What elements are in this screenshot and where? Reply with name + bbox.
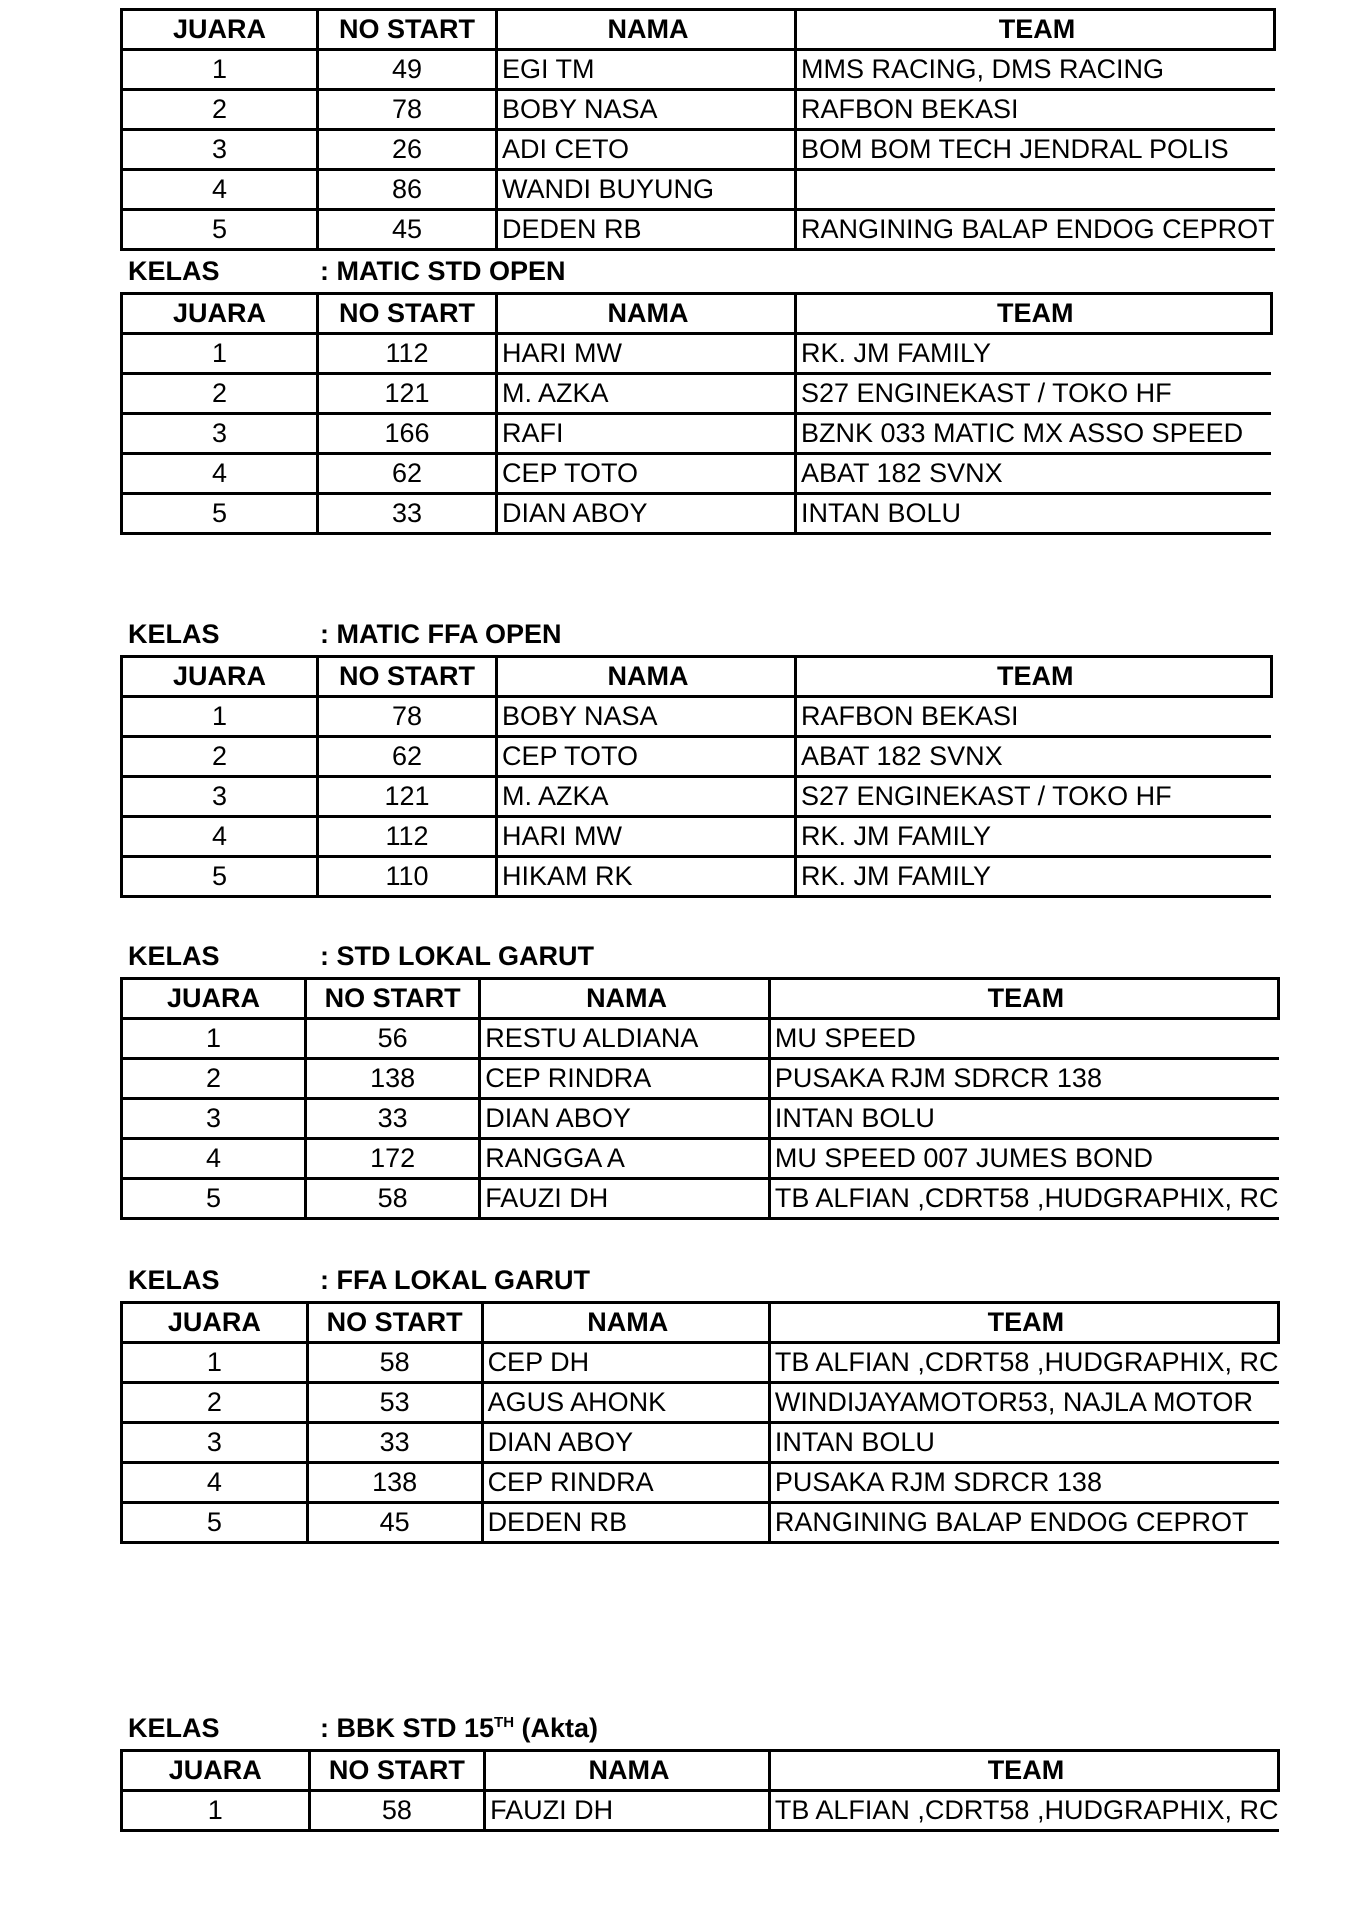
table-header-row <box>122 294 1272 334</box>
cell-nama: AGUS AHONK <box>482 1383 769 1423</box>
cell-team: RAFBON BEKASI <box>796 697 1272 737</box>
cell-no-start: 121 <box>318 374 497 414</box>
header-juara: JUARA <box>122 10 318 50</box>
cell-no-start: 78 <box>318 697 497 737</box>
header-no-start: NO START <box>318 10 497 50</box>
header-team: TEAM <box>769 1751 1278 1791</box>
header-no-start: NO START <box>306 979 480 1019</box>
cell-juara: 5 <box>122 1503 308 1543</box>
header-team: TEAM <box>796 10 1275 50</box>
table-row <box>122 1791 1279 1831</box>
cell-team: TB ALFIAN ,CDRT58 ,HUDGRAPHIX, RC <box>769 1791 1278 1831</box>
header-no-start: NO START <box>318 294 497 334</box>
class-heading <box>120 252 1280 292</box>
cell-no-start: 33 <box>307 1423 482 1463</box>
class-label: KELAS <box>128 1713 220 1743</box>
cell-team: MMS RACING, DMS RACING <box>796 50 1275 90</box>
table-row <box>122 90 1275 130</box>
header-team: TEAM <box>769 1303 1278 1343</box>
table-row <box>122 777 1272 817</box>
results-table <box>120 292 1273 535</box>
cell-juara: 2 <box>122 90 318 130</box>
class-section <box>120 1709 1280 1832</box>
cell-team: RK. JM FAMILY <box>796 334 1272 374</box>
table-row <box>122 130 1275 170</box>
cell-juara: 5 <box>122 857 318 897</box>
cell-no-start: 62 <box>318 737 497 777</box>
table-row <box>122 857 1272 897</box>
cell-juara: 2 <box>122 374 318 414</box>
header-juara: JUARA <box>122 1751 310 1791</box>
cell-nama: EGI TM <box>497 50 796 90</box>
table-row <box>122 454 1272 494</box>
table-row <box>122 334 1272 374</box>
cell-juara: 1 <box>122 334 318 374</box>
cell-no-start: 112 <box>318 334 497 374</box>
cell-no-start: 58 <box>309 1791 485 1831</box>
class-name: : MATIC STD OPEN <box>320 256 566 286</box>
header-nama: NAMA <box>497 657 796 697</box>
cell-no-start: 110 <box>318 857 497 897</box>
cell-team: RANGINING BALAP ENDOG CEPROT <box>796 210 1275 250</box>
cell-juara: 3 <box>122 1423 308 1463</box>
table-row <box>122 1099 1279 1139</box>
class-heading <box>120 1261 1280 1301</box>
class-heading <box>120 615 1280 655</box>
cell-team: TB ALFIAN ,CDRT58 ,HUDGRAPHIX, RC <box>769 1179 1278 1219</box>
cell-nama: FAUZI DH <box>485 1791 770 1831</box>
header-nama: NAMA <box>497 10 796 50</box>
header-nama: NAMA <box>480 979 770 1019</box>
cell-juara: 1 <box>122 1791 310 1831</box>
cell-no-start: 166 <box>318 414 497 454</box>
header-no-start: NO START <box>309 1751 485 1791</box>
header-nama: NAMA <box>482 1303 769 1343</box>
class-heading <box>120 937 1280 977</box>
cell-no-start: 56 <box>306 1019 480 1059</box>
cell-team: ABAT 182 SVNX <box>796 737 1272 777</box>
cell-nama: DIAN ABOY <box>482 1423 769 1463</box>
cell-nama: RANGGA A <box>480 1139 770 1179</box>
table-row <box>122 1503 1279 1543</box>
class-name-superscript: TH <box>494 1714 515 1731</box>
cell-no-start: 62 <box>318 454 497 494</box>
cell-juara: 1 <box>122 1019 306 1059</box>
cell-juara: 3 <box>122 414 318 454</box>
cell-nama: DEDEN RB <box>482 1503 769 1543</box>
class-name-suffix: (Akta) <box>514 1713 599 1743</box>
cell-juara: 4 <box>122 170 318 210</box>
cell-team: MU SPEED 007 JUMES BOND <box>769 1139 1278 1179</box>
class-label: KELAS <box>128 619 220 649</box>
cell-juara: 1 <box>122 697 318 737</box>
header-team: TEAM <box>796 294 1272 334</box>
results-table <box>120 1749 1280 1832</box>
table-row <box>122 414 1272 454</box>
cell-juara: 4 <box>122 1139 306 1179</box>
cell-juara: 5 <box>122 494 318 534</box>
table-row <box>122 1463 1279 1503</box>
cell-juara: 1 <box>122 1343 308 1383</box>
class-section <box>120 1261 1280 1544</box>
class-label: KELAS <box>128 256 220 286</box>
cell-no-start: 33 <box>306 1099 480 1139</box>
cell-team: BOM BOM TECH JENDRAL POLIS <box>796 130 1275 170</box>
cell-no-start: 86 <box>318 170 497 210</box>
table-header-row <box>122 10 1275 50</box>
cell-no-start: 121 <box>318 777 497 817</box>
cell-team: RANGINING BALAP ENDOG CEPROT <box>769 1503 1278 1543</box>
cell-nama: CEP DH <box>482 1343 769 1383</box>
cell-nama: M. AZKA <box>497 777 796 817</box>
header-no-start: NO START <box>318 657 497 697</box>
class-heading <box>120 1709 1280 1749</box>
header-juara: JUARA <box>122 979 306 1019</box>
cell-no-start: 45 <box>318 210 497 250</box>
class-name: : MATIC FFA OPEN <box>320 619 562 649</box>
table-header-row <box>122 979 1279 1019</box>
cell-no-start: 26 <box>318 130 497 170</box>
table-row <box>122 494 1272 534</box>
cell-nama: DIAN ABOY <box>497 494 796 534</box>
class-label: KELAS <box>128 1265 220 1295</box>
cell-nama: HIKAM RK <box>497 857 796 897</box>
cell-team: INTAN BOLU <box>796 494 1272 534</box>
header-juara: JUARA <box>122 1303 308 1343</box>
cell-no-start: 112 <box>318 817 497 857</box>
cell-nama: RAFI <box>497 414 796 454</box>
table-row <box>122 697 1272 737</box>
table-row <box>122 1423 1279 1463</box>
cell-juara: 4 <box>122 817 318 857</box>
cell-nama: CEP TOTO <box>497 454 796 494</box>
class-section <box>120 615 1280 898</box>
cell-nama: DEDEN RB <box>497 210 796 250</box>
table-row <box>122 817 1272 857</box>
table-row <box>122 374 1272 414</box>
header-team: TEAM <box>796 657 1272 697</box>
cell-no-start: 53 <box>307 1383 482 1423</box>
results-table <box>120 977 1280 1220</box>
header-juara: JUARA <box>122 657 318 697</box>
cell-team: ABAT 182 SVNX <box>796 454 1272 494</box>
cell-juara: 5 <box>122 1179 306 1219</box>
cell-team: S27 ENGINEKAST / TOKO HF <box>796 777 1272 817</box>
cell-nama: FAUZI DH <box>480 1179 770 1219</box>
cell-nama: ADI CETO <box>497 130 796 170</box>
table-row <box>122 210 1275 250</box>
cell-team: RK. JM FAMILY <box>796 817 1272 857</box>
class-name: : FFA LOKAL GARUT <box>320 1265 590 1295</box>
cell-team: RK. JM FAMILY <box>796 857 1272 897</box>
cell-team: INTAN BOLU <box>769 1423 1278 1463</box>
cell-juara: 1 <box>122 50 318 90</box>
cell-team: PUSAKA RJM SDRCR 138 <box>769 1059 1278 1099</box>
table-row <box>122 1019 1279 1059</box>
cell-nama: HARI MW <box>497 817 796 857</box>
table-row <box>122 1383 1279 1423</box>
cell-no-start: 138 <box>307 1463 482 1503</box>
cell-nama: CEP TOTO <box>497 737 796 777</box>
cell-nama: WANDI BUYUNG <box>497 170 796 210</box>
cell-juara: 2 <box>122 1383 308 1423</box>
results-table <box>120 8 1276 251</box>
class-label: KELAS <box>128 941 220 971</box>
table-row <box>122 737 1272 777</box>
cell-no-start: 58 <box>307 1343 482 1383</box>
cell-team: BZNK 033 MATIC MX ASSO SPEED <box>796 414 1272 454</box>
table-header-row <box>122 1751 1279 1791</box>
class-name: : STD LOKAL GARUT <box>320 941 594 971</box>
cell-no-start: 49 <box>318 50 497 90</box>
cell-team: RAFBON BEKASI <box>796 90 1275 130</box>
table-row <box>122 1139 1279 1179</box>
cell-no-start: 33 <box>318 494 497 534</box>
table-row <box>122 170 1275 210</box>
cell-nama: CEP RINDRA <box>480 1059 770 1099</box>
cell-team <box>796 170 1275 210</box>
header-juara: JUARA <box>122 294 318 334</box>
header-no-start: NO START <box>307 1303 482 1343</box>
cell-nama: BOBY NASA <box>497 697 796 737</box>
header-nama: NAMA <box>497 294 796 334</box>
cell-nama: BOBY NASA <box>497 90 796 130</box>
table-row <box>122 1059 1279 1099</box>
cell-team: MU SPEED <box>769 1019 1278 1059</box>
cell-nama: DIAN ABOY <box>480 1099 770 1139</box>
cell-team: TB ALFIAN ,CDRT58 ,HUDGRAPHIX, RC <box>769 1343 1278 1383</box>
header-team: TEAM <box>769 979 1278 1019</box>
cell-no-start: 45 <box>307 1503 482 1543</box>
table-row <box>122 1343 1279 1383</box>
cell-juara: 3 <box>122 777 318 817</box>
class-section <box>120 937 1280 1220</box>
class-section <box>120 252 1280 535</box>
cell-no-start: 138 <box>306 1059 480 1099</box>
cell-juara: 4 <box>122 1463 308 1503</box>
table-row <box>122 1179 1279 1219</box>
results-table <box>120 655 1273 898</box>
cell-team: WINDIJAYAMOTOR53, NAJLA MOTOR <box>769 1383 1278 1423</box>
cell-no-start: 172 <box>306 1139 480 1179</box>
cell-juara: 2 <box>122 737 318 777</box>
cell-team: PUSAKA RJM SDRCR 138 <box>769 1463 1278 1503</box>
table-row <box>122 50 1275 90</box>
cell-juara: 3 <box>122 130 318 170</box>
cell-no-start: 58 <box>306 1179 480 1219</box>
cell-juara: 3 <box>122 1099 306 1139</box>
table-header-row <box>122 1303 1279 1343</box>
class-section <box>120 8 1280 251</box>
cell-nama: CEP RINDRA <box>482 1463 769 1503</box>
class-name: : BBK STD 15TH (Akta) <box>320 1713 599 1743</box>
table-header-row <box>122 657 1272 697</box>
cell-team: INTAN BOLU <box>769 1099 1278 1139</box>
cell-no-start: 78 <box>318 90 497 130</box>
cell-nama: HARI MW <box>497 334 796 374</box>
cell-juara: 4 <box>122 454 318 494</box>
results-table <box>120 1301 1280 1544</box>
cell-team: S27 ENGINEKAST / TOKO HF <box>796 374 1272 414</box>
cell-nama: M. AZKA <box>497 374 796 414</box>
cell-juara: 5 <box>122 210 318 250</box>
header-nama: NAMA <box>485 1751 770 1791</box>
cell-juara: 2 <box>122 1059 306 1099</box>
cell-nama: RESTU ALDIANA <box>480 1019 770 1059</box>
